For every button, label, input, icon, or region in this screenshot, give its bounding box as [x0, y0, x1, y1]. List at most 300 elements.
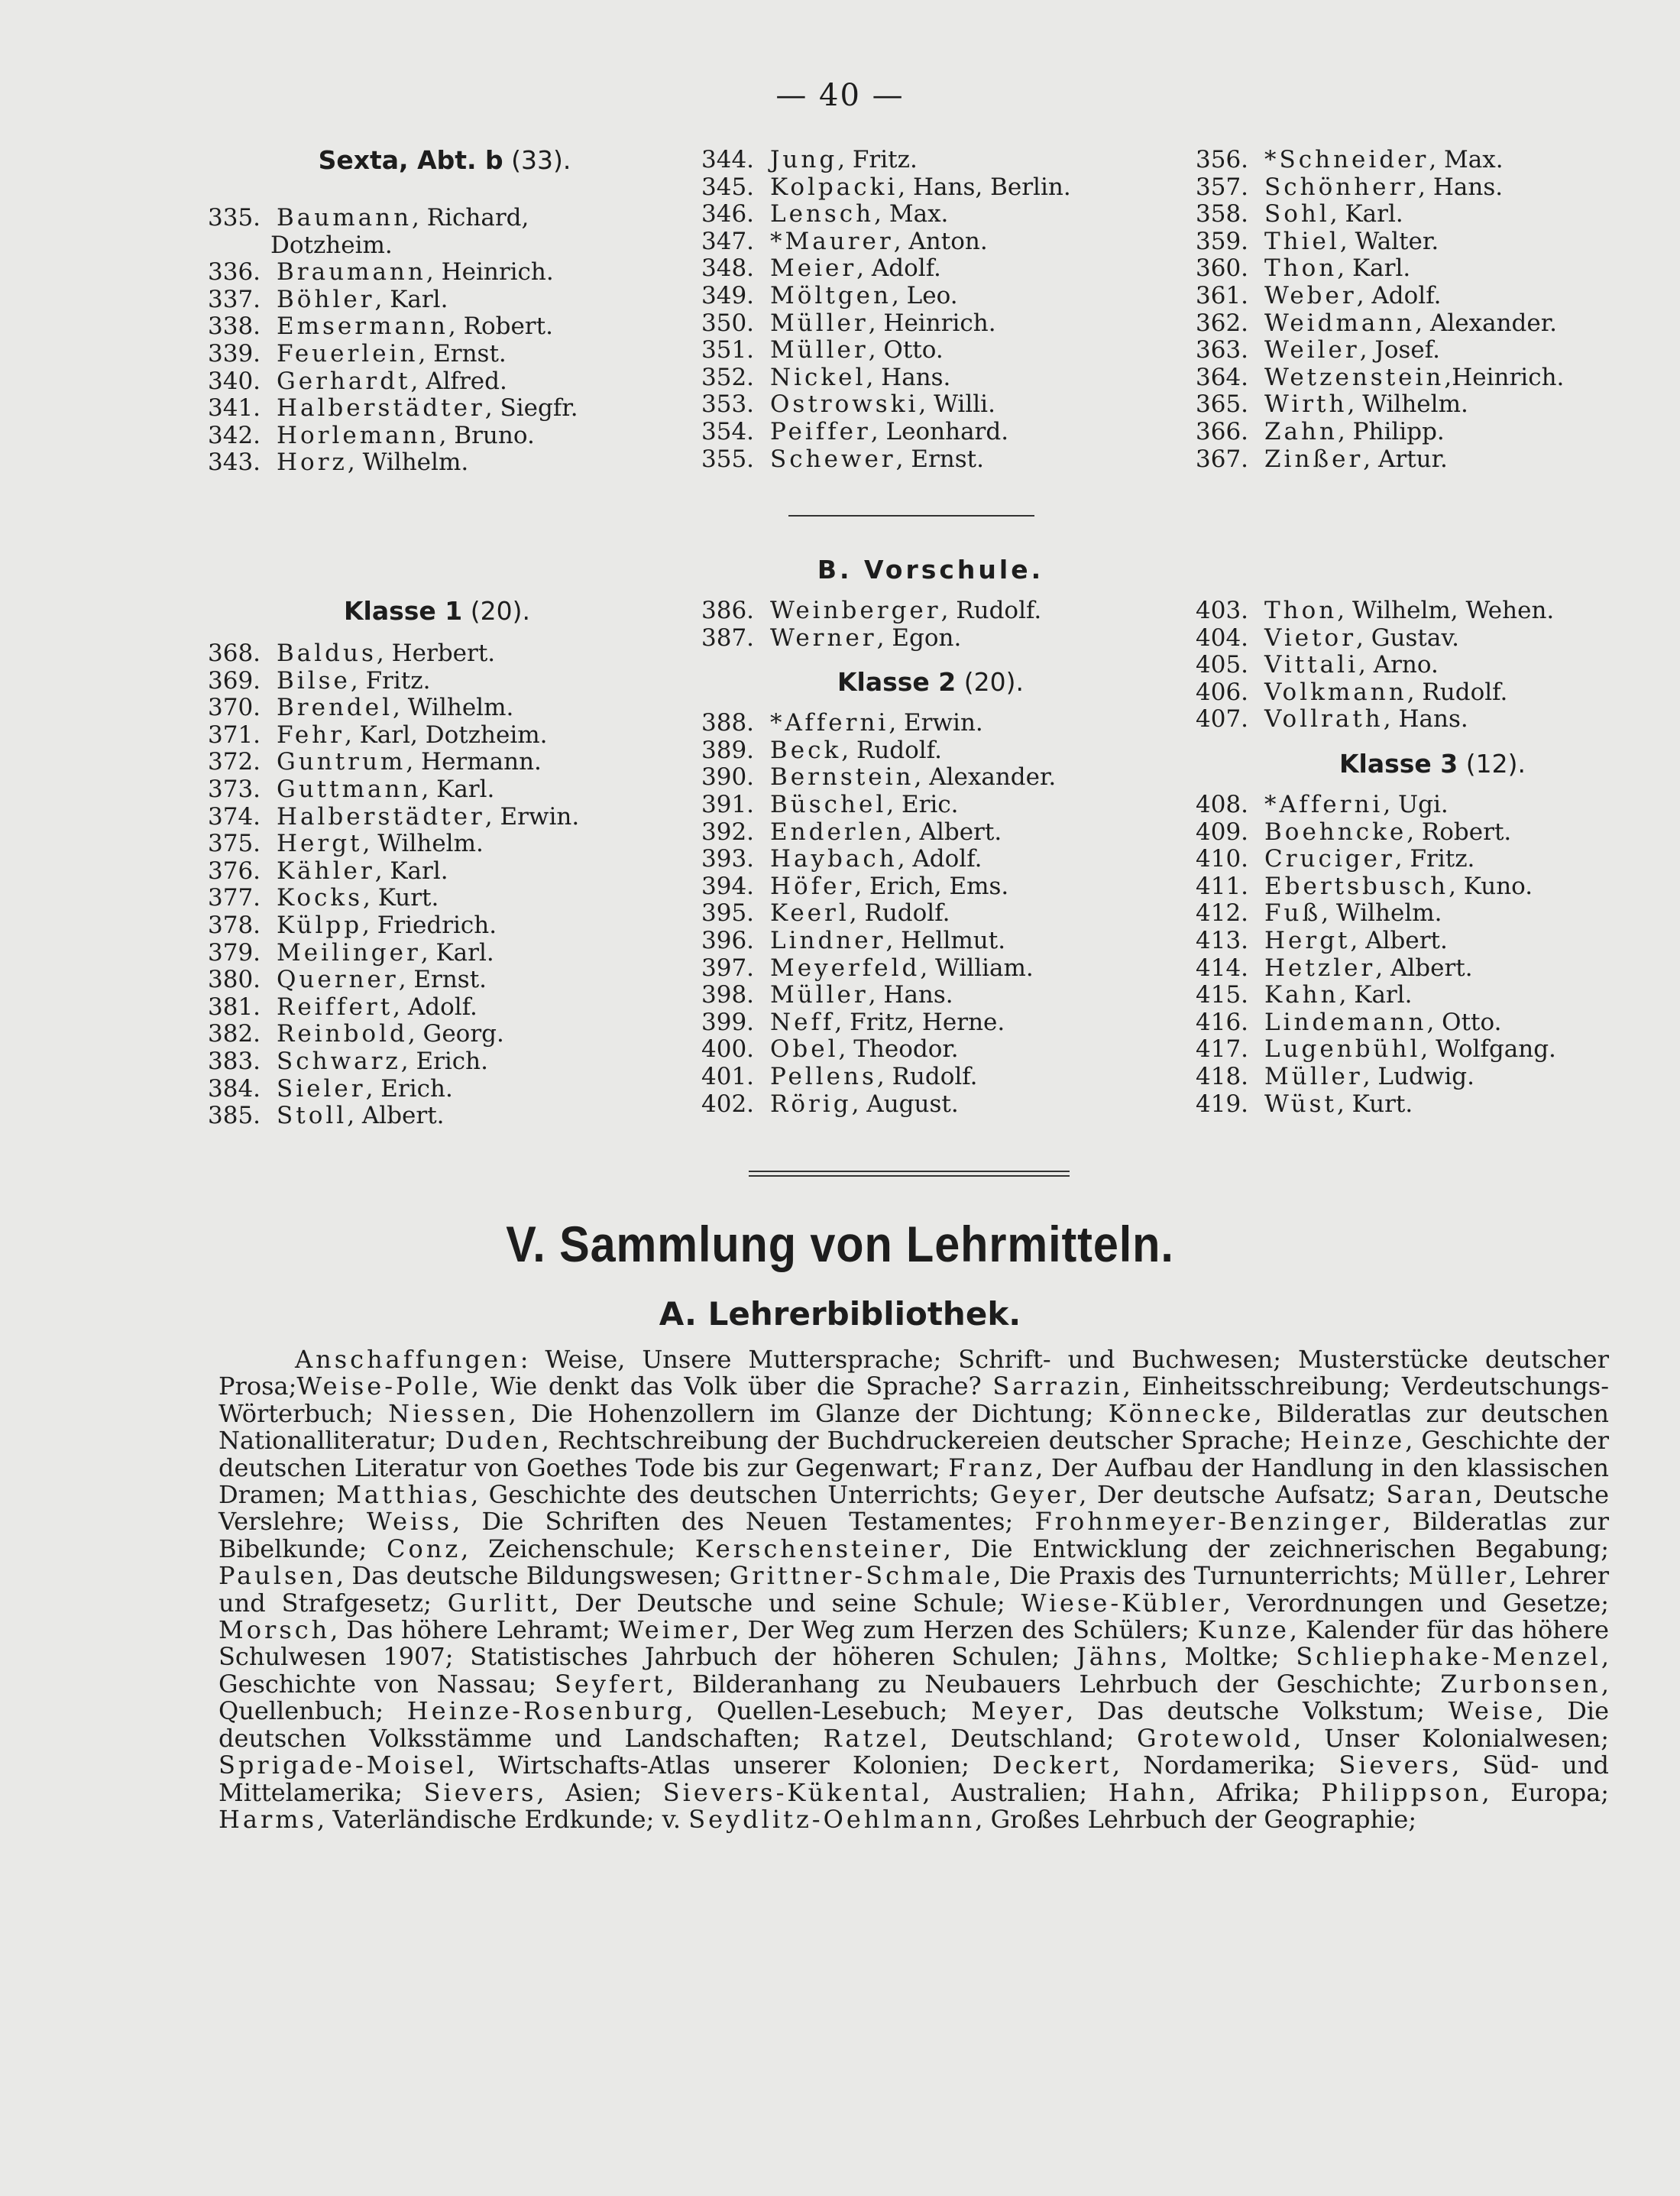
- list-item: [208, 1103, 666, 1130]
- paragraph-text: : Weise, Unsere Muttersprache; Schrift- und Buchwesen; Musterstücke deutscher Prosa;: [218, 1345, 1609, 1401]
- entry-number: 337.: [208, 285, 261, 313]
- list-item: [1196, 255, 1654, 283]
- list-item: [701, 1036, 1160, 1064]
- entry-number: 356.: [1196, 146, 1249, 173]
- author-name: Heinze: [1300, 1426, 1406, 1456]
- entry-number: 380.: [208, 966, 261, 994]
- entry-details: , Walter.: [1339, 227, 1439, 255]
- entry-details: , Max.: [1429, 146, 1504, 173]
- entry-details: , Erich.: [400, 1047, 488, 1075]
- entry-details: , Herbert.: [376, 640, 496, 667]
- paragraph-text: , Der Deutsche und seine Schule;: [551, 1588, 1021, 1618]
- entry-surname: Bilse: [277, 666, 351, 695]
- entry-number: 388.: [701, 709, 755, 737]
- entry-details: , Philipp.: [1337, 417, 1445, 445]
- section-subtitle: A. Lehrerbibliothek.: [659, 1295, 1021, 1333]
- author-name: Anschaffungen: [295, 1345, 520, 1374]
- klasse3-list: [1196, 792, 1669, 1118]
- entry-surname: Obel: [770, 1035, 839, 1064]
- paragraph-text: , Zeichenschule;: [461, 1534, 695, 1563]
- entry-surname: Keerl: [770, 899, 850, 928]
- entry-details: , Wilhelm.: [347, 449, 469, 477]
- author-name: Philippson: [1321, 1777, 1482, 1807]
- paragraph-text: , Kalender für das höhere Schulwesen 1907; Statistisches Jahrbuch der höheren Schulen;: [218, 1615, 1610, 1672]
- author-name: Sprigade-Moisel: [218, 1751, 468, 1780]
- entry-details: , Alexander.: [1415, 309, 1557, 337]
- entry-number: 350.: [701, 309, 755, 337]
- entry-number: 373.: [208, 775, 261, 803]
- list-item: [701, 955, 1160, 983]
- entry-surname: Hergt: [1264, 926, 1351, 954]
- author-name: Weiss: [366, 1507, 453, 1537]
- list-item: [1196, 1036, 1669, 1064]
- entry-details: , Erich, Ems.: [854, 872, 1009, 900]
- list-item: [701, 174, 1160, 202]
- entry-surname: Ebertsbusch: [1264, 872, 1449, 900]
- author-name: Weise-Polle: [296, 1372, 471, 1401]
- entry-surname: *Maurer: [770, 227, 894, 255]
- entry-details: , Erwin.: [484, 802, 580, 831]
- vorschule-heading: B. Vorschule.: [817, 555, 1044, 585]
- entry-number: 382.: [208, 1020, 261, 1048]
- list-item: [1196, 147, 1654, 174]
- entry-surname: Lensch: [770, 200, 875, 228]
- entry-details: , Wilhelm, Wehen.: [1337, 597, 1555, 624]
- entry-number: 411.: [1196, 872, 1249, 900]
- entry-surname: Müller: [770, 981, 869, 1009]
- paragraph-text: , Einheitsschreibung; Verdeutschungs-Wörterbuch;: [218, 1372, 1610, 1428]
- list-item: [701, 819, 1160, 847]
- entry-surname: Lindner: [770, 926, 886, 954]
- entry-details: , Hermann.: [406, 748, 542, 776]
- entry-surname: Schewer: [770, 445, 896, 473]
- entry-surname: Weiler: [1264, 336, 1360, 364]
- author-name: Sievers: [1338, 1751, 1452, 1780]
- list-item: [208, 668, 666, 695]
- entry-surname: Zinßer: [1264, 445, 1364, 473]
- author-name: Harms: [218, 1804, 318, 1834]
- list-item: [701, 1091, 1160, 1119]
- entry-number: 414.: [1196, 954, 1249, 982]
- author-name: Müller: [1408, 1561, 1510, 1591]
- entry-surname: Möltgen: [770, 281, 892, 309]
- list-item: [1196, 364, 1654, 392]
- entry-surname: Nickel: [770, 363, 866, 391]
- entry-details: , Wilhelm.: [362, 830, 484, 858]
- entry-details: , Fritz.: [837, 146, 918, 173]
- list-item: [701, 1009, 1160, 1037]
- entry-details: , Max.: [874, 200, 949, 228]
- list-item: [208, 259, 636, 287]
- author-name: Gurlitt: [447, 1588, 552, 1618]
- paragraph-text: , Nordamerika;: [1112, 1751, 1339, 1780]
- entry-number: 371.: [208, 721, 261, 749]
- entry-details: , Robert.: [448, 313, 553, 341]
- entry-details: , Georg.: [407, 1020, 504, 1048]
- entry-details: , Fritz.: [1394, 845, 1475, 873]
- entry-details: , Kuno.: [1449, 872, 1533, 900]
- paragraph-text: , Vaterländische Erdkunde; v.: [317, 1804, 689, 1834]
- klasse1-list: [208, 640, 666, 1130]
- entry-number: 392.: [701, 818, 755, 846]
- entry-surname: Reinbold: [277, 1020, 408, 1048]
- entry-number: 364.: [1196, 363, 1249, 391]
- entry-number: 344.: [701, 146, 755, 173]
- author-name: Deckert: [992, 1751, 1112, 1780]
- entry-number: 368.: [208, 640, 261, 667]
- entry-number: 365.: [1196, 390, 1249, 419]
- paragraph-text: , Bilderanhang zu Neubauers Lehrbuch der Geschichte;: [665, 1669, 1441, 1699]
- author-name: Kerschensteiner: [694, 1534, 944, 1563]
- list-item: [1196, 446, 1654, 474]
- paragraph-text: , Großes Lehrbuch der Geographie;: [975, 1804, 1417, 1834]
- entry-number: 357.: [1196, 173, 1249, 201]
- entry-details: , Hellmut.: [885, 926, 1006, 954]
- entry-surname: Lugenbühl: [1264, 1035, 1421, 1064]
- list-item: [1196, 1091, 1669, 1119]
- author-name: Duden: [445, 1426, 542, 1456]
- entry-details: , August.: [851, 1090, 959, 1118]
- entry-surname: Cruciger: [1264, 845, 1395, 873]
- entry-surname: Enderlen: [770, 818, 905, 846]
- entry-details: , Karl.: [374, 857, 448, 885]
- list-item: [208, 776, 666, 804]
- author-name: Meyer: [971, 1696, 1067, 1726]
- entry-number: 407.: [1196, 705, 1249, 734]
- entry-number: 384.: [208, 1074, 261, 1103]
- entry-surname: Guttmann: [277, 775, 422, 803]
- list-item: [208, 695, 666, 722]
- list-item: [208, 449, 636, 477]
- entry-number: 383.: [208, 1047, 261, 1075]
- entry-details: , Egon.: [876, 623, 962, 652]
- entry-surname: Halberstädter: [277, 394, 485, 423]
- entry-number: 377.: [208, 884, 261, 912]
- list-item: [701, 737, 1160, 765]
- paragraph-text: , Geschichte von Nassau;: [218, 1642, 1610, 1699]
- list-item: [1196, 928, 1669, 955]
- entry-details: , Gustav.: [1356, 623, 1460, 652]
- entry-details: , Josef.: [1359, 336, 1440, 364]
- entry-number: 370.: [208, 694, 261, 722]
- entry-number: 391.: [701, 790, 755, 818]
- entry-details: , Rudolf.: [876, 1062, 978, 1090]
- paragraph-text: , Europa;: [1481, 1777, 1610, 1807]
- paragraph-text: , Das deutsche Bildungswesen;: [335, 1561, 730, 1591]
- list-item: [1196, 792, 1669, 819]
- list-item: [1196, 846, 1669, 873]
- entry-details: , Erich.: [365, 1074, 453, 1103]
- list-item: [208, 722, 666, 750]
- klasse3-column: [1196, 598, 1669, 1118]
- entry-number: 399.: [701, 1008, 755, 1036]
- entry-surname: Zahn: [1264, 417, 1338, 445]
- list-item: [701, 928, 1160, 955]
- entry-surname: Beck: [770, 736, 842, 764]
- list-item: [701, 446, 1160, 474]
- entry-details: , Karl.: [1338, 981, 1413, 1009]
- entry-surname: Hetzler: [1264, 954, 1376, 982]
- list-item: [701, 1064, 1160, 1091]
- entry-number: 379.: [208, 938, 261, 967]
- entry-number: 402.: [701, 1090, 755, 1118]
- entry-details: , Fritz.: [350, 666, 431, 695]
- author-name: Zurbonsen: [1440, 1669, 1601, 1699]
- list-item: [1196, 955, 1669, 983]
- list-item: [1196, 873, 1669, 901]
- author-name: Paulsen: [218, 1561, 336, 1591]
- entry-number: 410.: [1196, 845, 1249, 873]
- entry-details: , Arno.: [1358, 651, 1439, 679]
- paragraph-text: , Moltke;: [1160, 1642, 1296, 1672]
- paragraph-text: , Bilderatlas zur Bibelkunde;: [218, 1507, 1610, 1563]
- author-name: Seyfert: [554, 1669, 666, 1699]
- entry-number: 340.: [208, 367, 261, 395]
- entry-details: , Rudolf.: [849, 899, 950, 928]
- list-item: [208, 749, 666, 776]
- author-name: Sievers: [423, 1777, 537, 1807]
- entry-number: 343.: [208, 449, 261, 477]
- list-item: [1196, 982, 1669, 1009]
- entry-number: 386.: [701, 597, 755, 624]
- entry-details: , Ernst.: [398, 966, 487, 994]
- entry-surname: Pellens: [770, 1062, 877, 1090]
- entry-number: 394.: [701, 872, 755, 900]
- sexta-column-2: [701, 147, 1160, 473]
- author-name: Heinze-Rosenburg: [406, 1696, 686, 1726]
- entry-surname: Halberstädter: [277, 802, 485, 831]
- entry-number: 366.: [1196, 417, 1249, 445]
- entry-number: 419.: [1196, 1090, 1249, 1118]
- entry-surname: Wüst: [1264, 1090, 1337, 1118]
- entry-number: 398.: [701, 981, 755, 1009]
- sexta-column-3: [1196, 147, 1654, 473]
- entry-surname: Fehr: [277, 721, 345, 749]
- list-item: [1196, 283, 1654, 310]
- list-item: [701, 255, 1160, 283]
- entry-number: 390.: [701, 763, 755, 792]
- entry-surname: Jung: [770, 146, 838, 173]
- paragraph-text: , Australien;: [922, 1777, 1109, 1807]
- entry-number: 417.: [1196, 1035, 1249, 1064]
- list-item: [208, 313, 636, 341]
- author-name: Saran: [1386, 1480, 1475, 1510]
- paragraph-text: , Asien;: [536, 1777, 663, 1807]
- entry-number: 362.: [1196, 309, 1249, 337]
- list-item: [701, 625, 1160, 653]
- entry-surname: Meilinger: [277, 938, 421, 967]
- entry-surname: Thiel: [1264, 227, 1340, 255]
- author-name: Schliephake-Menzel: [1296, 1642, 1601, 1672]
- entry-details: , Wolfgang.: [1420, 1035, 1556, 1064]
- entry-number: 395.: [701, 899, 755, 928]
- entry-number: 346.: [701, 200, 755, 228]
- entry-surname: Vittali: [1264, 651, 1358, 679]
- list-item: [701, 201, 1160, 228]
- paragraph-text: , Die Hohenzollern im Glanze der Dichtung;: [508, 1398, 1109, 1428]
- paragraph-text: , Die deutschen Volksstämme und Landschaften;: [218, 1696, 1610, 1753]
- entry-number: 361.: [1196, 281, 1249, 309]
- entry-number: 412.: [1196, 899, 1249, 928]
- list-item: [208, 423, 636, 450]
- list-item: [208, 940, 666, 967]
- paragraph-text: , Verordnungen und Gesetze;: [1222, 1588, 1610, 1618]
- entry-details: Dotzheim.: [270, 231, 393, 259]
- divider-rule: [788, 515, 1034, 517]
- entry-surname: Sieler: [277, 1074, 366, 1103]
- entry-details: , Karl.: [1337, 254, 1411, 283]
- author-name: Frohnmeyer-Benzinger: [1034, 1507, 1384, 1537]
- entry-surname: Wirth: [1264, 390, 1348, 419]
- entry-details: , Karl.: [1329, 200, 1403, 228]
- entry-details: , Ernst.: [895, 445, 984, 473]
- author-name: Seydlitz-Oehlmann: [688, 1804, 976, 1834]
- list-item: [1196, 598, 1669, 625]
- author-name: Sarrazin: [992, 1372, 1123, 1401]
- entry-details: , Bruno.: [439, 421, 535, 449]
- paragraph-text: , Unser Kolonialwesen;: [1293, 1723, 1610, 1753]
- list-item: [1196, 419, 1654, 446]
- entry-number: 338.: [208, 313, 261, 341]
- entry-details: , Karl.: [420, 938, 494, 967]
- entry-details: , Alfred.: [410, 367, 507, 395]
- list-item: [1196, 706, 1669, 734]
- author-name: Sievers-Kükental: [662, 1777, 923, 1807]
- list-item: [208, 804, 666, 831]
- list-item: [1196, 1009, 1669, 1037]
- list-item: [701, 419, 1160, 446]
- entry-details: , Fritz, Herne.: [834, 1008, 1005, 1036]
- paragraph-text: , Deutsche Verslehre;: [218, 1480, 1610, 1537]
- entry-number: 418.: [1196, 1062, 1249, 1090]
- list-item: [208, 1021, 666, 1048]
- entry-details: , Albert.: [1350, 926, 1448, 954]
- entry-number: 400.: [701, 1035, 755, 1064]
- entry-number: 341.: [208, 394, 261, 423]
- entry-number: 352.: [701, 363, 755, 391]
- entry-surname: Hergt: [277, 830, 363, 858]
- klasse1-cont-list: [701, 598, 1160, 652]
- entry-surname: Müller: [770, 336, 869, 364]
- entry-surname: Fuß: [1264, 899, 1322, 928]
- sexta-list-3: [1196, 147, 1654, 473]
- entry-number: 363.: [1196, 336, 1249, 364]
- entry-details: , Kurt.: [1336, 1090, 1413, 1118]
- entry-details: , Hans.: [1418, 173, 1504, 201]
- author-name: Jähns: [1076, 1642, 1160, 1672]
- entry-surname: Meier: [770, 254, 857, 283]
- list-item: [701, 391, 1160, 419]
- list-item: [701, 873, 1160, 901]
- list-item: [701, 364, 1160, 392]
- entry-surname: Brendel: [277, 694, 393, 722]
- entry-surname: Weber: [1264, 281, 1357, 309]
- entry-details: , Ernst.: [418, 339, 507, 368]
- entry-details: , Heinrich.: [868, 309, 996, 337]
- list-item: [1196, 337, 1654, 364]
- entry-number: 351.: [701, 336, 755, 364]
- entry-surname: Schönherr: [1264, 173, 1419, 201]
- entry-surname: Sohl: [1264, 200, 1330, 228]
- entry-surname: Büschel: [770, 790, 887, 818]
- paragraph-text: , Lehrer und Strafgesetz;: [218, 1561, 1610, 1618]
- entry-details: , Eric.: [886, 790, 959, 818]
- entry-details: , Alexander.: [914, 763, 1057, 792]
- entry-details: , Rudolf.: [940, 597, 1042, 624]
- sexta-list-1: [208, 205, 636, 477]
- list-item: [1196, 679, 1669, 707]
- klasse3-heading: Klasse 3 (12).: [1338, 748, 1526, 779]
- entry-surname: Boehncke: [1264, 818, 1407, 846]
- entry-number: 406.: [1196, 678, 1249, 706]
- sexta-list-2: [701, 147, 1160, 473]
- paragraph-text: , Quellenbuch;: [218, 1669, 1610, 1726]
- list-item: [701, 982, 1160, 1009]
- entry-details: , Anton.: [893, 227, 988, 255]
- list-item: [701, 147, 1160, 174]
- entry-details: , Wilhelm.: [1321, 899, 1442, 928]
- author-name: Matthias: [336, 1480, 471, 1510]
- list-item: [1196, 391, 1654, 419]
- entry-number: 408.: [1196, 790, 1249, 818]
- sexta-heading: Sexta, Abt. b (33).: [318, 145, 571, 175]
- entry-surname: Braumann: [277, 258, 426, 287]
- author-name: Franz: [948, 1453, 1036, 1482]
- page-number: — 40 —: [775, 78, 905, 113]
- entry-surname: Külpp: [277, 911, 363, 939]
- author-name: Grotewold: [1137, 1723, 1294, 1753]
- entry-details: , Willi.: [918, 390, 995, 419]
- entry-surname: Kähler: [277, 857, 375, 885]
- entry-surname: Kolpacki: [770, 173, 898, 201]
- entry-number: 403.: [1196, 597, 1249, 624]
- entry-details: , Wilhelm.: [393, 694, 514, 722]
- entry-details: , Albert.: [347, 1102, 445, 1130]
- list-item: [701, 228, 1160, 256]
- entry-surname: Bernstein: [770, 763, 914, 792]
- paragraph-text: , Die Praxis des Turnunterrichts;: [993, 1561, 1409, 1591]
- list-item: [701, 710, 1160, 737]
- author-name: Hahn: [1108, 1777, 1188, 1807]
- list-item: [208, 640, 666, 668]
- author-name: Wiese-Kübler: [1021, 1588, 1223, 1618]
- entry-details: , Friedrich.: [362, 911, 497, 939]
- paragraph-text: , Der deutsche Aufsatz;: [1079, 1480, 1387, 1510]
- entry-surname: Ostrowski: [770, 390, 919, 419]
- list-item: [208, 341, 636, 368]
- entry-surname: Querner: [277, 966, 399, 994]
- entry-details: , Artur.: [1363, 445, 1448, 473]
- entry-number: 335.: [208, 204, 261, 232]
- list-item: [1196, 652, 1669, 679]
- klasse2-cont-list: [1196, 598, 1669, 734]
- list-item: [701, 598, 1160, 625]
- entry-number: 393.: [701, 845, 755, 873]
- entry-surname: Müller: [1264, 1062, 1363, 1090]
- entry-surname: Horz: [277, 449, 348, 477]
- paragraph-text: , Der Aufbau der Handlung in den klassischen Dramen;: [218, 1453, 1610, 1510]
- paragraph-text: , Wie denkt das Volk über die Sprache?: [471, 1372, 993, 1401]
- list-item: [701, 846, 1160, 873]
- entry-surname: Horlemann: [277, 421, 439, 449]
- entry-surname: Guntrum: [277, 748, 406, 776]
- paragraph-text: , Die Entwicklung der zeichnerischen Begabung;: [943, 1534, 1610, 1563]
- list-item: [1196, 201, 1654, 228]
- author-name: Ratzel: [823, 1723, 921, 1753]
- entry-number: 345.: [701, 173, 755, 201]
- entry-surname: Stoll: [277, 1102, 348, 1130]
- entry-surname: *Afferni: [1264, 790, 1384, 818]
